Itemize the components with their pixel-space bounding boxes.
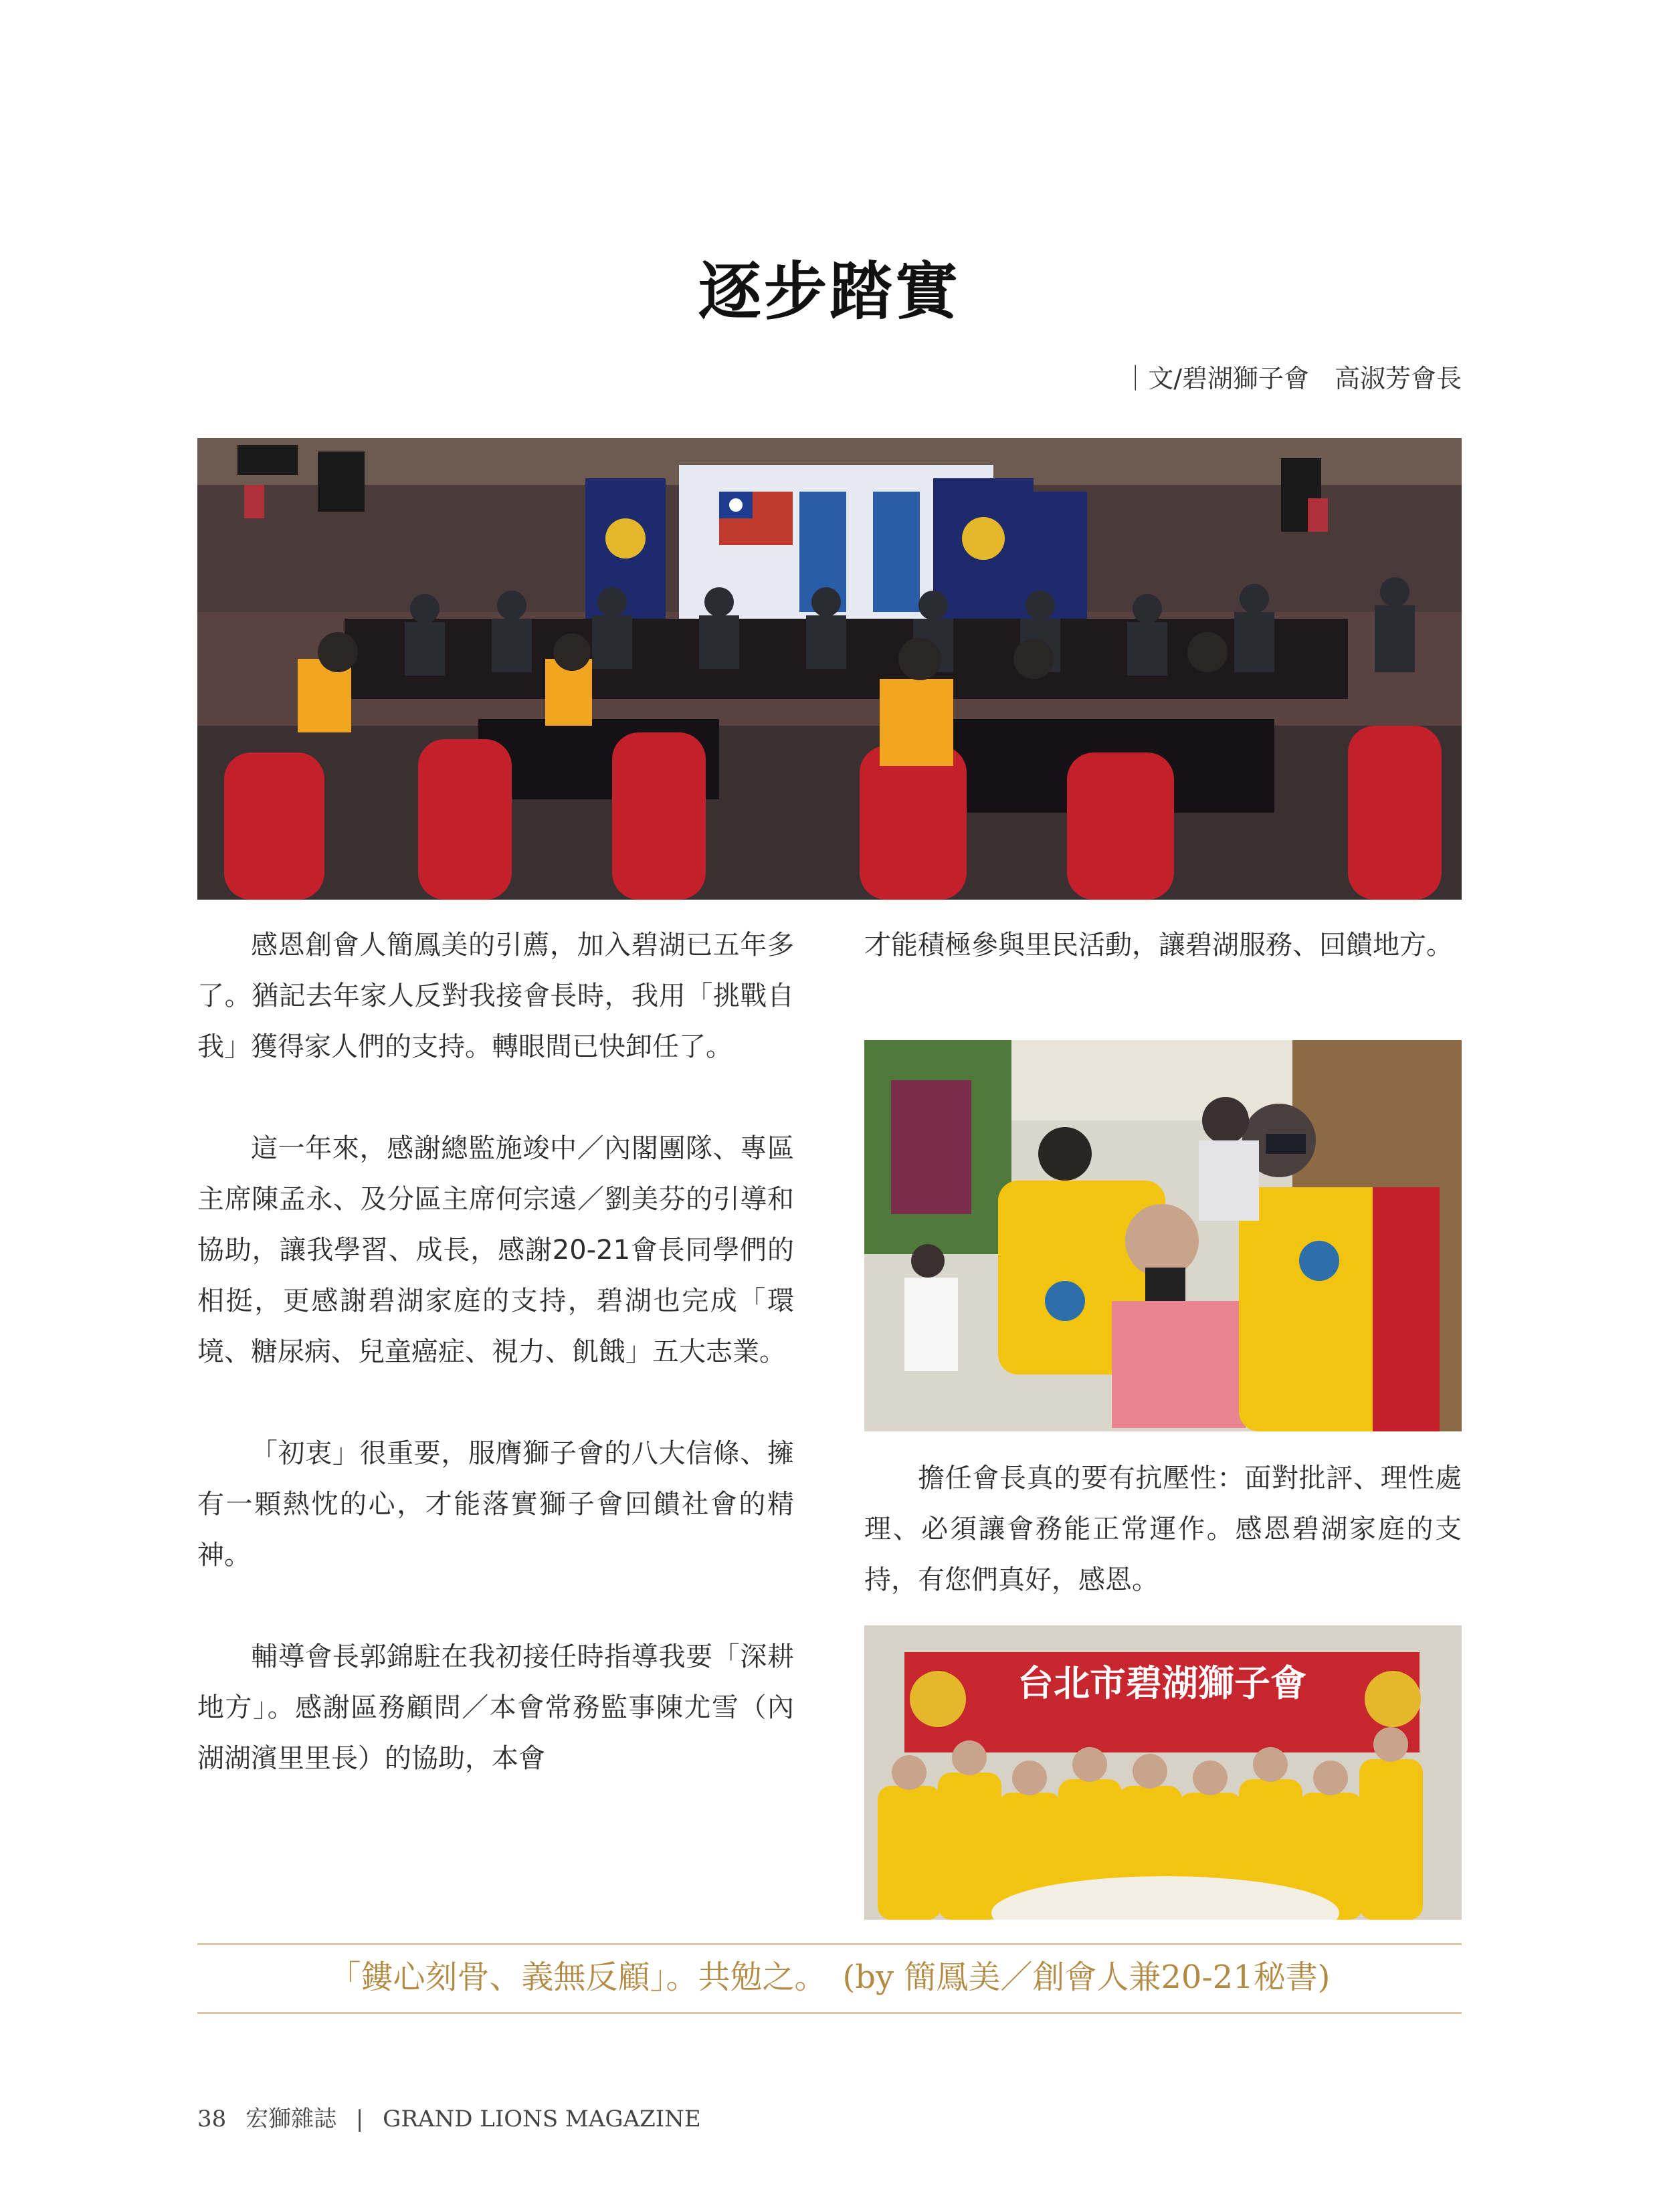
right-column-top xyxy=(864,920,1462,971)
banner-text: 台北市碧湖獅子會 xyxy=(1017,1662,1306,1704)
paragraph-2: 這一年來，感謝總監施竣中／內閣團隊、專區主席陳孟永、及分區主席何宗遠／劉美芬的引導和協助，讓我學習、成長，感謝20-21會長同學們的相挺，更感謝碧湖家庭的支持，碧湖也完成「環境、糖尿病、兒童癌症、視力、飢餓」五大志業。 xyxy=(197,1133,794,1367)
group-photo xyxy=(864,1625,1462,1920)
paragraph-1: 感恩創會人簡鳳美的引薦，加入碧湖已五年多了。猶記去年家人反對我接會長時，我用「挑戰自我」獲得家人們的支持。轉眼間已快卸任了。 xyxy=(197,930,794,1062)
meeting-photo-illustration xyxy=(197,438,1462,900)
service-activity-photo xyxy=(864,1040,1462,1431)
paragraph-4: 輔導會長郭錦駐在我初接任時指導我要「深耕地方」。感謝區務顧問／本會常務監事陳尤雪（內湖湖濱里里長）的協助，本會 xyxy=(197,1641,794,1774)
article-title: 逐步踏實 xyxy=(698,255,961,328)
quote-rule-top xyxy=(197,1943,1462,1945)
page-footer xyxy=(197,2100,713,2133)
right-column-bottom xyxy=(864,1453,1462,1605)
page-number: 38 xyxy=(197,2106,227,2132)
paragraph-5: 擔任會長真的要有抗壓性：面對批評、理性處理、必須讓會務能正常運作。感恩碧湖家庭的支持，有您們真好，感恩。 xyxy=(864,1463,1462,1595)
article-byline: ｜文/碧湖獅子會 高淑芳會長 xyxy=(1123,364,1462,393)
paragraph-3: 「初衷」很重要，服膺獅子會的八大信條、擁有一顆熱忱的心，才能落實獅子會回饋社會的精神。 xyxy=(197,1438,794,1571)
service-activity-illustration xyxy=(864,1040,1462,1431)
quote-rule-bottom xyxy=(197,2012,1462,2014)
magazine-name-cn: 宏獅雜誌 xyxy=(246,2106,337,2132)
magazine-name-en: GRAND LIONS MAGAZINE xyxy=(383,2106,701,2132)
left-column xyxy=(197,920,794,1784)
group-photo-illustration xyxy=(864,1625,1462,1920)
footer-separator: | xyxy=(355,2106,364,2132)
closing-quote: 「鏤心刻骨、義無反顧」。共勉之。 (by 簡鳳美／創會人兼20-21秘書) xyxy=(328,1958,1331,1996)
paragraph-4-continued: 才能積極參與里民活動，讓碧湖服務、回饋地方。 xyxy=(864,930,1453,961)
meeting-photo xyxy=(197,438,1462,900)
